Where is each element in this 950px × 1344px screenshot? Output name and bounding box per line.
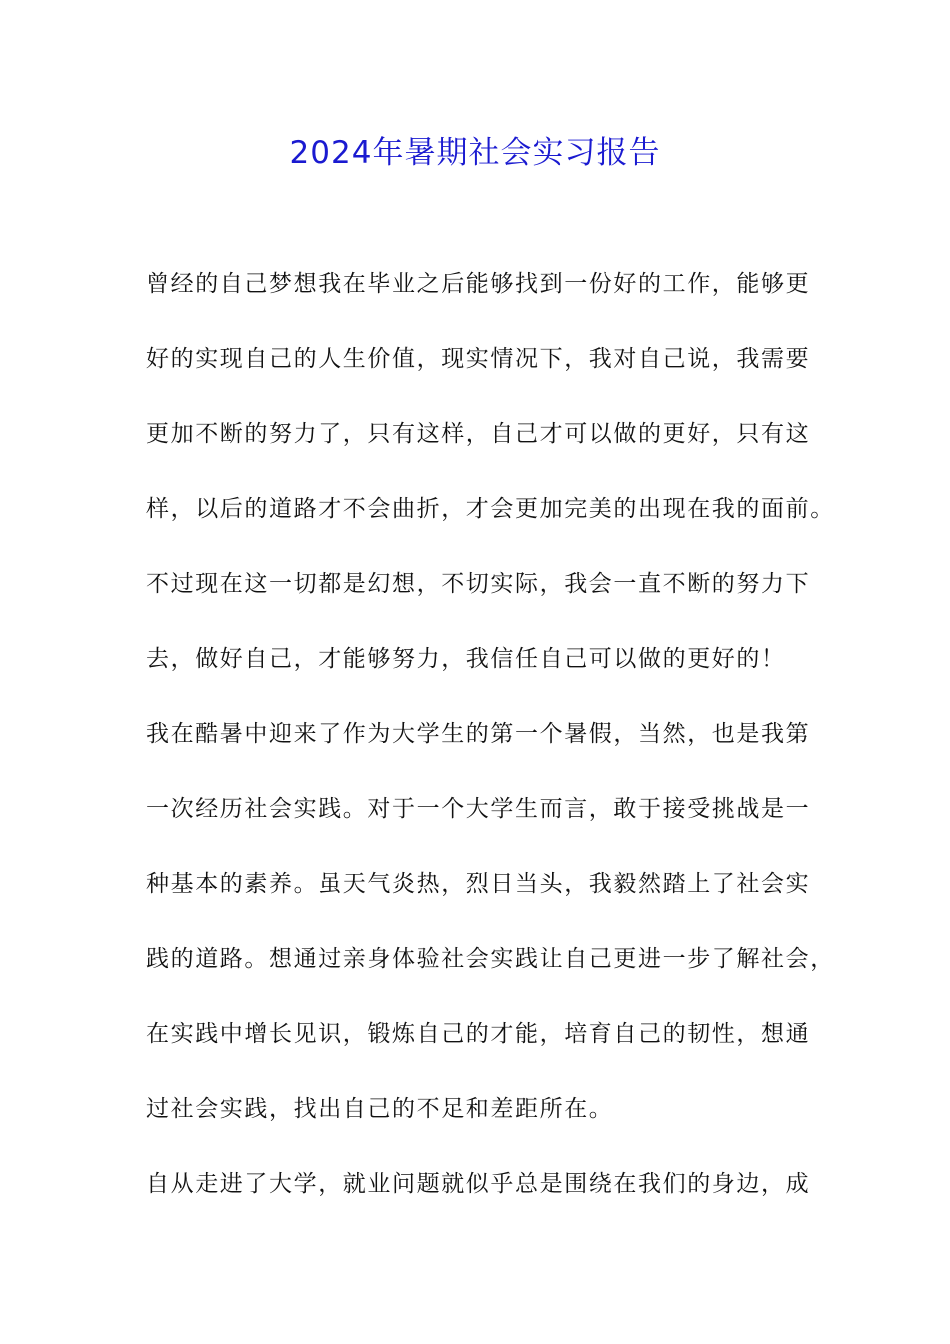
text-line: 种基本的素养。虽天气炎热，烈日当头，我毅然踏上了社会实 xyxy=(146,871,811,897)
document-title: 2024年暑期社会实习报告 xyxy=(289,135,661,171)
document-body xyxy=(146,257,835,1232)
text-line: 过社会实践，找出自己的不足和差距所在。 xyxy=(146,1096,614,1122)
text-line: 好的实现自己的人生价值，现实情况下，我对自己说，我需要 xyxy=(146,346,811,372)
text-line: 不过现在这一切都是幻想，不切实际，我会一直不断的努力下 xyxy=(146,571,811,597)
text-line: 践的道路。想通过亲身体验社会实践让自己更进一步了解社会， xyxy=(146,946,835,972)
text-line: 我在酷暑中迎来了作为大学生的第一个暑假，当然，也是我第 xyxy=(146,721,811,747)
text-line: 样，以后的道路才不会曲折，才会更加完美的出现在我的面前。 xyxy=(146,496,835,522)
text-line: 一次经历社会实践。对于一个大学生而言，敢于接受挑战是一 xyxy=(146,796,811,822)
text-line: 曾经的自己梦想我在毕业之后能够找到一份好的工作，能够更 xyxy=(146,271,811,297)
text-line: 更加不断的努力了，只有这样，自己才可以做的更好，只有这 xyxy=(146,421,811,447)
text-line: 自从走进了大学，就业问题就似乎总是围绕在我们的身边，成 xyxy=(146,1171,811,1197)
text-line: 在实践中增长见识，锻炼自己的才能，培育自己的韧性，想通 xyxy=(146,1021,811,1047)
text-line: 去，做好自己，才能够努力，我信任自己可以做的更好的！ xyxy=(146,646,786,672)
